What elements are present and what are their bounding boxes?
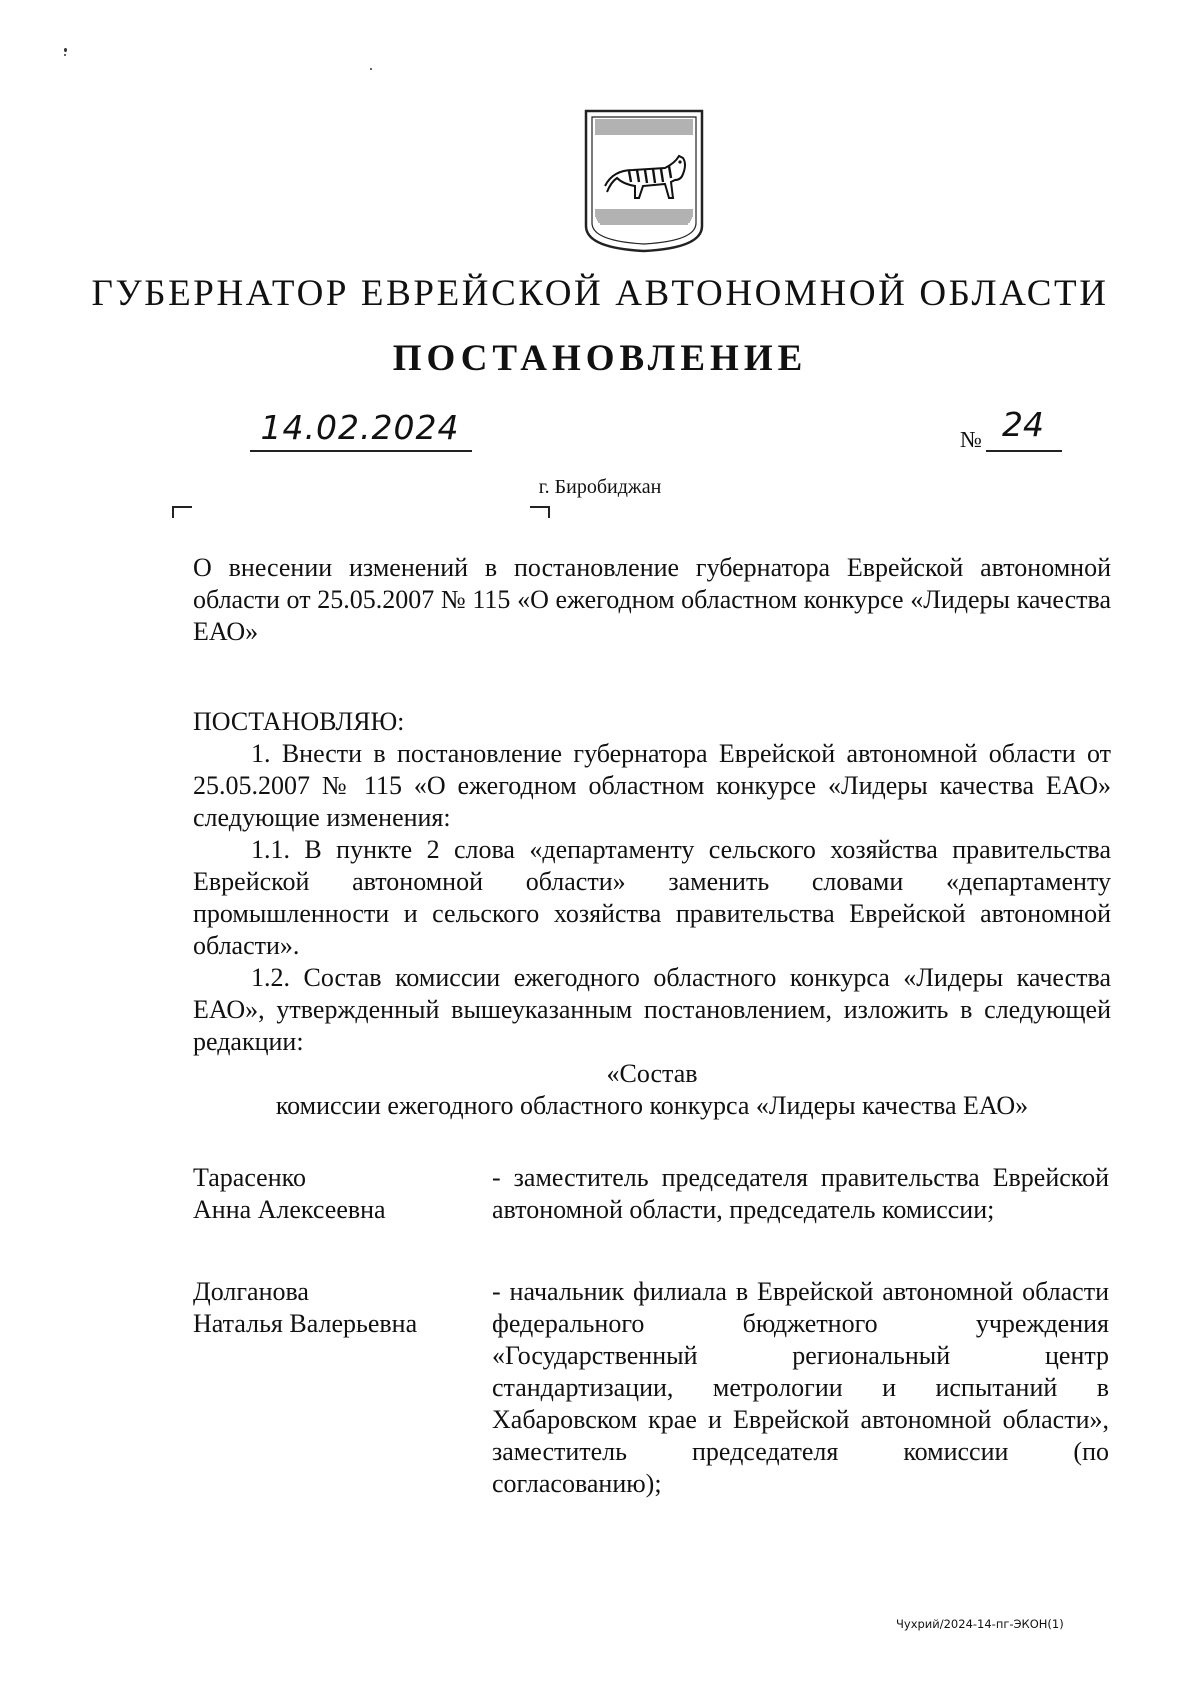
number-underline — [986, 450, 1062, 452]
scan-speck — [370, 68, 372, 70]
document-title: О внесении изменений в постановление губернатора Еврейской автономной области от 25.05.2007 № 115 «О ежегодном областном конкурсе «Лидеры качества ЕАО» — [193, 553, 1111, 646]
handwritten-number: 24 — [1002, 405, 1044, 444]
date-underline — [250, 450, 472, 452]
member-given-names: Анна Алексеевна — [193, 1195, 386, 1224]
item-1-2: 1.2. Состав комиссии ежегодного областного конкурса «Лидеры качества ЕАО», утвержденный вышеуказанным постановлением, изложить в следующей редакции: — [193, 963, 1111, 1056]
member-role: - заместитель председателя правительства Еврейской автономной области, председатель комиссии; — [492, 1163, 1109, 1224]
document-type-heading: ПОСТАНОВЛЕНИЕ — [392, 338, 808, 379]
member-role: - начальник филиала в Еврейской автономной области федерального бюджетного учреждения «Государственный региональный центр стандартизации, метрологии и испытаний в Хабаровском крае и Еврейской автономной области», заместитель председателя комиссии (по согласованию); — [492, 1277, 1109, 1498]
member-surname: Долганова — [193, 1277, 309, 1306]
title-bracket-right — [530, 506, 550, 518]
member-name — [193, 1276, 463, 1340]
coat-of-arms-emblem — [583, 108, 705, 254]
scan-speck — [64, 48, 67, 52]
composition-subtitle: комиссии ежегодного областного конкурса «Лидеры качества ЕАО» — [275, 1091, 1029, 1120]
item-1-1: 1.1. В пункте 2 слова «департаменту сельского хозяйства правительства Еврейской автономной области» заменить словами «департаменту промышленности и сельского хозяйства правительства Еврейской автономной области». — [193, 835, 1111, 960]
member-surname: Тарасенко — [193, 1163, 306, 1192]
number-sign: № — [960, 427, 982, 452]
item-1: 1. Внести в постановление губернатора Еврейской автономной области от 25.05.2007 № 115 «О ежегодном областном конкурсе «Лидеры качества ЕАО» следующие изменения: — [193, 739, 1111, 832]
city-label: г. Биробиджан — [538, 476, 662, 498]
decree-word: ПОСТАНОВЛЯЮ: — [193, 707, 405, 736]
composition-title: «Состав — [606, 1059, 698, 1088]
handwritten-date: 14.02.2024 — [260, 408, 460, 447]
organization-heading: ГУБЕРНАТОР ЕВРЕЙСКОЙ АВТОНОМНОЙ ОБЛАСТИ — [91, 273, 1109, 314]
scan-speck — [64, 54, 66, 56]
member-given-names: Наталья Валерьевна — [193, 1309, 418, 1338]
document-code: Чухрий/2024-14-пг-ЭКОН(1) — [896, 1617, 1064, 1631]
member-name — [193, 1162, 463, 1226]
title-bracket-left — [172, 506, 192, 518]
